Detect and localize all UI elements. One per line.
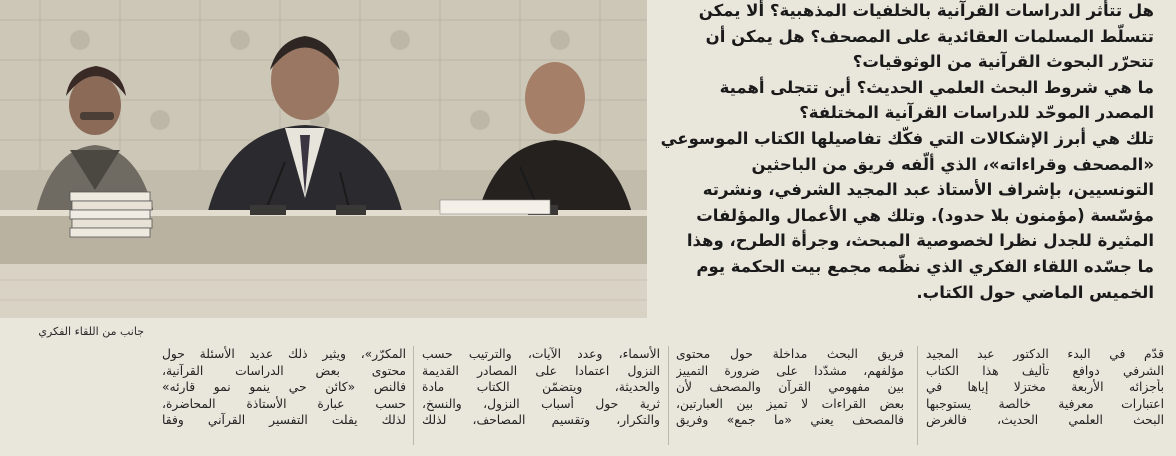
intro-line: الخميس الماضي حول الكتاب.: [916, 282, 1154, 302]
column-line: والتكرار، وتقسيم المصاحف، لذلك: [422, 413, 660, 427]
intro-line: ما هي شروط البحث العلمي الحديث؟ أين تتجلى أهمية: [719, 77, 1154, 97]
column-line: مؤلفهم، مشدّدا على ضرورة التمييز: [676, 363, 904, 378]
article-column-4: [162, 346, 406, 456]
column-divider: [668, 346, 669, 445]
column-line: حسب عبارة الأستاذة المحاضرة،: [162, 396, 406, 411]
column-line: محتوى بعض الدراسات القرآنية،: [162, 363, 406, 378]
column-line: اعتبارات معرفية خالصة يستوجبها: [926, 396, 1164, 411]
column-line: بين مفهومي القرآن والمصحف لأن: [676, 380, 904, 394]
column-line: بعض القراءات لا تميز بين العبارتين،: [676, 396, 904, 411]
intro-line: تتحرّر البحوث القرآنية من الوثوقيات؟: [852, 52, 1154, 72]
intro-line: المثيرة للجدل نظرا لخصوصية المبحث، وجرأة الطرح، وهذا: [686, 231, 1154, 251]
event-photo: [0, 0, 647, 318]
intro-line: التونسيين، بإشراف الأستاذ عبد المجيد الشرفي، ونشرته: [702, 180, 1154, 200]
intro-line: تتسلّط المسلمات العقائدية على المصحف؟ هل يمكن أن: [705, 26, 1154, 46]
panel-discussion-image: [0, 0, 647, 318]
intro-line: المصدر الموحّد للدراسات القرآنية المختلفة؟: [799, 103, 1154, 123]
column-divider: [413, 346, 414, 445]
column-line: فريق البحث مداخلة حول محتوى: [676, 347, 904, 361]
column-line: المكرّر»، ويثير ذلك عديد الأسئلة حول: [162, 347, 406, 361]
intro-paragraph: [649, 0, 1154, 338]
intro-line: مؤسّسة (مؤمنون بلا حدود). وتلك هي الأعمال والمؤلفات: [696, 205, 1154, 225]
intro-line: تلك هي أبرز الإشكالات التي فكّك تفاصيلها الكتاب الموسوعي: [660, 128, 1154, 148]
book-stack: [70, 192, 152, 237]
photo-caption: جانب من اللقاء الفكري: [38, 325, 144, 338]
column-line: الأسماء، وعدد الآيات، والترتيب حسب: [422, 347, 660, 361]
column-line: فالمصحف يعني «ما جمع» وفريق: [676, 413, 904, 427]
intro-line: ما جسّده اللقاء الفكري الذي نظّمه مجمع بيت الحكمة يوم: [696, 256, 1154, 276]
column-line: ثرية حول أسباب النزول، والنسخ،: [422, 396, 660, 411]
column-line: النزول اعتمادا على المصادر القديمة: [422, 363, 660, 378]
column-line: فالنص «كائن حي ينمو نمو قارئه»: [162, 380, 406, 394]
column-line: قدّم في البدء الدكتور عبد المجيد: [926, 347, 1164, 361]
column-line: لذلك يفلت التفسير القرآني وفقا: [162, 413, 406, 427]
column-line: البحث العلمي الحديث، فالغرض: [926, 413, 1164, 427]
intro-line: «المصحف وقراءاته»، الذي ألّفه فريق من الباحثين: [751, 154, 1154, 174]
column-line: الشرفي دوافع تأليف هذا الكتاب: [926, 363, 1164, 378]
column-line: والحديثة، ويتضمّن الكتاب مادة: [422, 380, 660, 394]
column-line: بأجزائه الأربعة مختزلا إياها في: [926, 380, 1164, 394]
article-column-2: [676, 346, 904, 456]
column-divider: [917, 346, 918, 445]
article-column-3: [422, 346, 660, 456]
intro-line: هل تتأثر الدراسات القرآنية بالخلفيات المذهبية؟ ألا يمكن: [698, 1, 1154, 20]
article-column-1: [926, 346, 1164, 456]
